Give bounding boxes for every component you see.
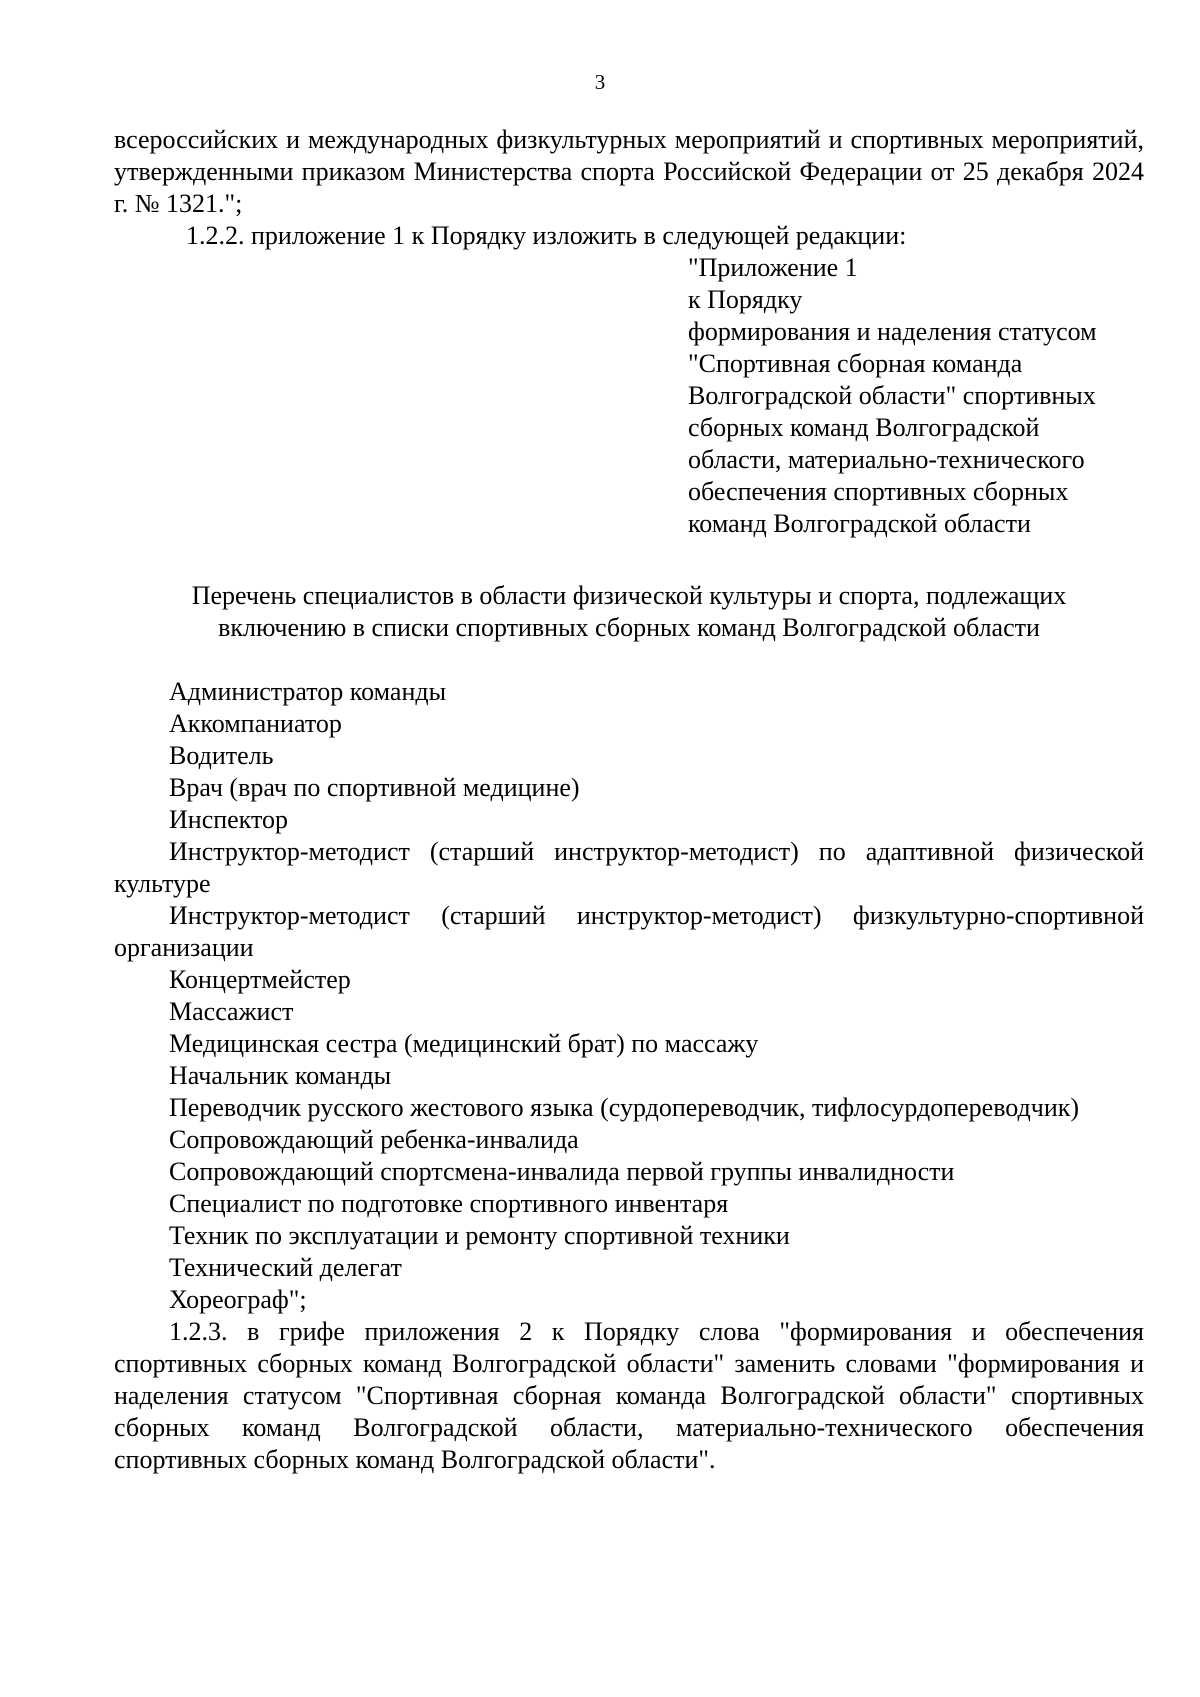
annex-header-line: команд Волгоградской области — [688, 509, 1031, 538]
intro-paragraph: всероссийских и международных физкультурных мероприятий и спортивных мероприятий, утвержденными приказом Министерства спорта Российской Федерации от 25 декабря 2024 г. № 1321."; — [114, 125, 1144, 218]
list-item: Технический делегат — [169, 1253, 402, 1282]
annex-header-line: формирования и наделения статусом — [688, 317, 1097, 346]
item-1-2-2: 1.2.2. приложение 1 к Порядку изложить в следующей редакции: — [186, 221, 907, 250]
list-item: Сопровождающий ребенка-инвалида — [169, 1125, 579, 1154]
document-body — [114, 124, 1144, 1476]
list-item: Врач (врач по спортивной медицине) — [169, 773, 580, 802]
list-item: Концертмейстер — [169, 965, 351, 994]
list-item: Сопровождающий спортсмена-инвалида первой группы инвалидности — [169, 1157, 955, 1186]
list-item: Переводчик русского жестового языка (сурдопереводчик, тифлосурдопереводчик) — [169, 1093, 1080, 1122]
list-item: Инспектор — [169, 805, 288, 834]
annex-header-line: к Порядку — [688, 285, 803, 314]
list-item: Массажист — [169, 997, 294, 1026]
list-item: Администратор команды — [169, 677, 447, 706]
list-item: Начальник команды — [169, 1061, 392, 1090]
annex-header-line: "Спортивная сборная команда — [688, 349, 1023, 378]
annex-header-line: Волгоградской области" спортивных — [688, 381, 1096, 410]
list-item: Хореограф"; — [169, 1285, 307, 1314]
annex-header-line: "Приложение 1 — [688, 253, 858, 282]
annex-header — [688, 252, 1144, 540]
specialist-list — [114, 676, 1144, 1316]
list-title-line-1: Перечень специалистов в области физической культуры и спорта, подлежащих — [191, 581, 1067, 610]
page-number: 3 — [594, 70, 606, 94]
list-item: Водитель — [169, 741, 274, 770]
list-item: Инструктор-методист (старший инструктор-методист) по адаптивной физической культуре — [114, 837, 1144, 898]
list-item: Аккомпаниатор — [169, 709, 342, 738]
annex-header-line: сборных команд Волгоградской — [688, 413, 1040, 442]
list-item: Техник по эксплуатации и ремонту спортивной техники — [169, 1221, 790, 1250]
annex-header-line: обеспечения спортивных сборных — [688, 477, 1069, 506]
list-item: Специалист по подготовке спортивного инвентаря — [169, 1189, 729, 1218]
list-title-line-2: включению в списки спортивных сборных команд Волгоградской области — [218, 613, 1040, 642]
item-1-2-3: 1.2.3. в грифе приложения 2 к Порядку слова "формирования и обеспечения спортивных сборных команд Волгоградской области" заменить словами "формирования и наделения статусом "Спортивная сборная команда Волгоградской области" спортивных сборных команд Волгоградской области, материально-технического обеспечения спортивных сборных команд Волгоградской области". — [114, 1317, 1144, 1474]
list-title — [114, 580, 1144, 644]
list-item: Инструктор-методист (старший инструктор-методист) физкультурно-спортивной организации — [114, 901, 1144, 962]
list-item: Медицинская сестра (медицинский брат) по массажу — [169, 1029, 759, 1058]
annex-header-line: области, материально-технического — [688, 445, 1085, 474]
